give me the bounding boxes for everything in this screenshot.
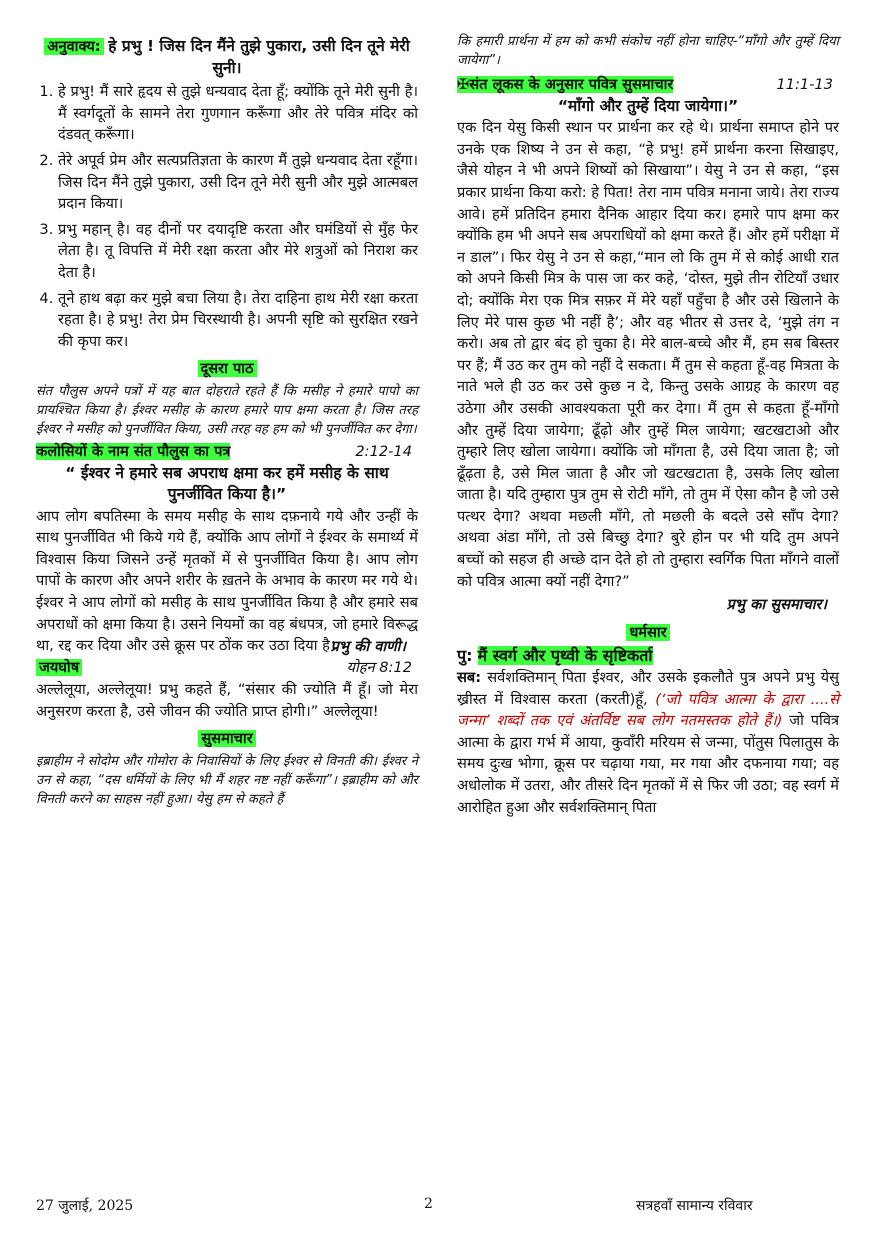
left-column [36, 36, 418, 809]
psalm-item: 2. तेरे अपूर्व प्रेम और सत्यप्रतिज्ञता के कारण मैं तुझे धन्यवाद देता रहूँगा। जिस दिन मैंने तुझे पुकारा, उसी दिन तूने मेरी सुनी और मुझे आत्मबल प्रदान किया। [58, 150, 418, 215]
creed-all-text2: जो पवित्र आत्मा के द्वारा गर्भ में आया, कुवाँरी मरियम से जन्मा, पोंतुस पिलातुस के समय दुःख भोगा, क्रूस पर चढ़ाया गया, मर गया और दफनाया गया; वह अधोलोक में उतरा, और तीसरे दिन मृतकों में से फिर जी उठा; वह स्वर्ग में आरोहित हुआ और सर्वशक्तिमान् पिता [457, 712, 839, 816]
gospel-title-highlight [457, 76, 673, 93]
letter-title: कलोसियों के नाम संत पौलुस का पत्र [36, 442, 231, 460]
letter-text: आप लोग बपतिस्मा के समय मसीह के साथ दफ़नाये गये और उन्हीं के साथ पुनर्जीवित भी किये गये हैं, क्योंकि आप लोगों ने ईश्वर के समार्थ्य में विश्वास किया जिसने उन्हें मृतकों में से पुनर्जीवित किया है। आप लोग पापों के कारण और अपने शरीर के ख़तने के अभाव के कारण मर गये थे। ईश्वर ने आप लोगों को मसीह के साथ पुनर्जीवित किया है और हमारे सब अपराधों को क्षमा किया है। उसने नियमों का वह बंधपत्र, जो हमारे विरूद्ध था, रद्द कर दिया और उसे क्रूस पर ठोंक कर उठा दिया है। [36, 507, 418, 655]
creed-heading-wrap [457, 622, 839, 644]
creed-all-para [457, 667, 839, 818]
second-reading-heading-wrap [36, 358, 418, 380]
acclamation-label: जयघोष [36, 659, 82, 676]
creed-priest-line [457, 645, 839, 667]
psalm-item: 1. हे प्रभु! मैं सारे हृदय से तुझे धन्यवाद देता हूँ; क्योंकि तूने मेरी सुनी है। मैं स्वर्गदूतों के सामने तेरा गुणगान करूँगा और तेरे पवित्र मंदिर को दंडवत् करूँगा। [58, 81, 418, 146]
psalm-item: 4. तूने हाथ बढ़ा कर मुझे बचा लिया है। तेरा दाहिना हाथ मेरी रक्षा करता रहता है। हे प्रभु! तेरा प्रेम चिरस्थायी है। अपनी सृष्टि को सुरक्षित रखने की कृपा कर। [58, 288, 418, 353]
footer-sunday-title: सत्रहवाँ सामान्य रविवार [636, 1198, 753, 1214]
letter-sign: प्रभु की वाणी। [330, 637, 406, 655]
gospel-quote: “माँगो और तुम्हें दिया जायेगा।” [557, 96, 739, 115]
gospel-text: एक दिन येसु किसी स्थान पर प्रार्थना कर रहे थे। प्रार्थना समाप्त होने पर उनके एक शिष्य ने उन से कहा, “हे प्रभु! हमें प्रार्थना करना सिखाइए, जैसे योहन ने भी अपने शिष्यों को सिखाया”। येसु ने उन से कहा, “इस प्रकार प्रार्थना किया करो: हे पिता! तेरा नाम पवित्र मनाना जाये। तेरा राज्य आवे। हमें प्रतिदिन हमारा दैनिक आहार दिया कर। हमारे पाप क्षमा कर क्योंकि हम भी अपने सब अपराधियों को क्षमा करते हैं। और हमें परीक्षा में न डाल”। फिर येसु ने उन से कहा,“मान लो कि तुम में से कोई आधी रात को अपने किसी मित्र के पास जा कर कहे, ‘दोस्त, मुझे तीन रोटियाँ उधार दो; क्योंकि मेरा एक मित्र सफ़र में मेरे यहाँ पहुँचा है और उसे खिलाने के लिए मेरे पास कुछ भी नहीं है’; और वह भीतर से उत्तर दे, ‘मुझे तंग न करो। अब तो द्वार बंद हो चुका है। मेरे बाल-बच्चे और मैं, हम सब बिस्तर पर हैं; मैं उठ कर तुम को नहीं दे सकता। मैं तुम से कहता हूँ-वह मित्रता के नाते भले ही उठ कर उसे कुछ न दे, किन्तु उसके आग्रह के कारण वह उठेगा और उसकी आवश्यकता पूरी कर देगा। मैं तुम से कहता हूँ-माँगो और तुम्हें दिया जायेगा; ढूँढ़ो और तुम्हें मिल जायेगा; खटखटाओ और तुम्हारे लिए खोला जायेगा। क्योंकि जो माँगता है, उसे दिया जाता है; जो ढूँढ़ता है, उसे मिल जाता है और जो खटखटाता है, उसके लिए खोला जाता है। यदि तुम्हारा पुत्र तुम से रोटी माँगे, तो तुम में ऐसा कौन है जो उसे पत्थर देगा? अथवा मछली माँगे, तो मछली के बदले उसे साँप देगा? अथवा अंडा माँगे, तो उसे बिच्छु देगा? बुरे होन पर भी यदि तुम अपने बच्चों को सहज ही अच्छे दान देते हो तो तुम्हारा स्वर्गिक पिता माँगने वालों को पवित्र आत्मा क्यों नहीं देगा?” [457, 119, 839, 590]
gospel-intro: इब्राहीम ने सोदोम और गोमोरा के निवासियों के लिए ईश्वर से विनती की। ईश्वर ने उन से कहा, “दस धर्मियों के लिए भी मैं शहर नष्ट नहीं करूँगा”। इब्राहीम को और विनती करने का साहस नहीं हुआ। येसु हम से कहते हैं [36, 753, 418, 807]
second-reading-heading: दूसरा पाठ [198, 360, 257, 377]
gospel-sign: प्रभु का सुसमाचार। [726, 596, 827, 614]
gospel-heading-wrap [36, 728, 418, 750]
acclamation-line [36, 657, 418, 679]
creed-all-text: सर्वशक्तिमान् पिता ईश्वर, और उसके इकलौते पुत्र अपने प्रभु येसु ख्रीस्त में विश्वास करता (करती)हूँ, [457, 669, 839, 708]
footer-page-number: 2 [424, 1196, 433, 1212]
footer-date: 27 जुलाई, 2025 [36, 1198, 134, 1214]
creed-rubric: (‘जो पवित्र आत्मा के द्वारा ....से जन्मा’ शब्दों तक एवं अंतर्विष्ट सब लोग नतमस्तक होते हैं।) [457, 690, 840, 730]
psalm-item: 3. प्रभु महान् है। वह दीनों पर दयादृष्टि करता और घमंडियों से मुँह फेर लेता है। तू विपत्ति में मेरी रक्षा करता और मेरे शत्रुओं को निराश कर देता है। [58, 219, 418, 284]
creed-priest-label: पु: [457, 646, 473, 666]
letter-title-line [36, 441, 418, 463]
anuvakya-label: अनुवाक्य: [44, 38, 103, 55]
gospel-ref: 11:1-13 [776, 76, 833, 93]
acclamation-ref: योहन 8:12 [346, 659, 412, 677]
right-column [457, 36, 839, 818]
gospel-title-line [457, 74, 839, 96]
second-reading-intro: संत पौलुस अपने पत्रों में यह बात दोहराते रहते हैं कि मसीह ने हमारे पापो का प्रायश्चित किया है। ईश्वर मसीह के कारण हमारे पाप क्षमा करता है। जिस तरह ईश्वर ने मसीह को पुनर्जीवित किया, उसी तरह वह हम को भी पुनर्जीवित कर देगा। [36, 383, 418, 437]
gospel-intro-cont: कि हमारी प्रार्थना में हम को कभी संकोच नहीं होना चाहिए-“माँगो और तुम्हें दिया जायेगा”। [457, 34, 839, 68]
creed-heading: धर्मसार [626, 624, 669, 641]
letter-ref: 2:12-14 [355, 442, 412, 460]
creed-all-label: सब: [457, 669, 482, 687]
gospel-title: संत लूकस के अनुसार पवित्र सुसमाचार [469, 76, 674, 93]
gospel-heading: सुसमाचार [198, 730, 255, 747]
anuvakya-text: हे प्रभु ! जिस दिन मैंने तुझे पुकारा, उसी दिन तूने मेरी सुनी। [108, 37, 410, 77]
letter-quote: “ ईश्वर ने हमारे सब अपराध क्षमा कर हमें मसीह के साथ पुनर्जीवित किया है।” [65, 463, 389, 504]
anuvakya-block [36, 36, 418, 79]
psalm-list [36, 81, 418, 352]
creed-priest-text: मैं स्वर्ग और पृथ्वी के सृष्टिकर्ता [477, 646, 653, 666]
cross-icon: ✠ [457, 76, 470, 93]
acclamation-text: अल्लेलूया, अल्लेलूया! प्रभु कहते हैं, “संसार की ज्योति मैं हूँ। जो मेरा अनुसरण करता है, उसे जीवन की ज्योति प्राप्त होगी।” अल्लेलूया! [36, 681, 418, 720]
